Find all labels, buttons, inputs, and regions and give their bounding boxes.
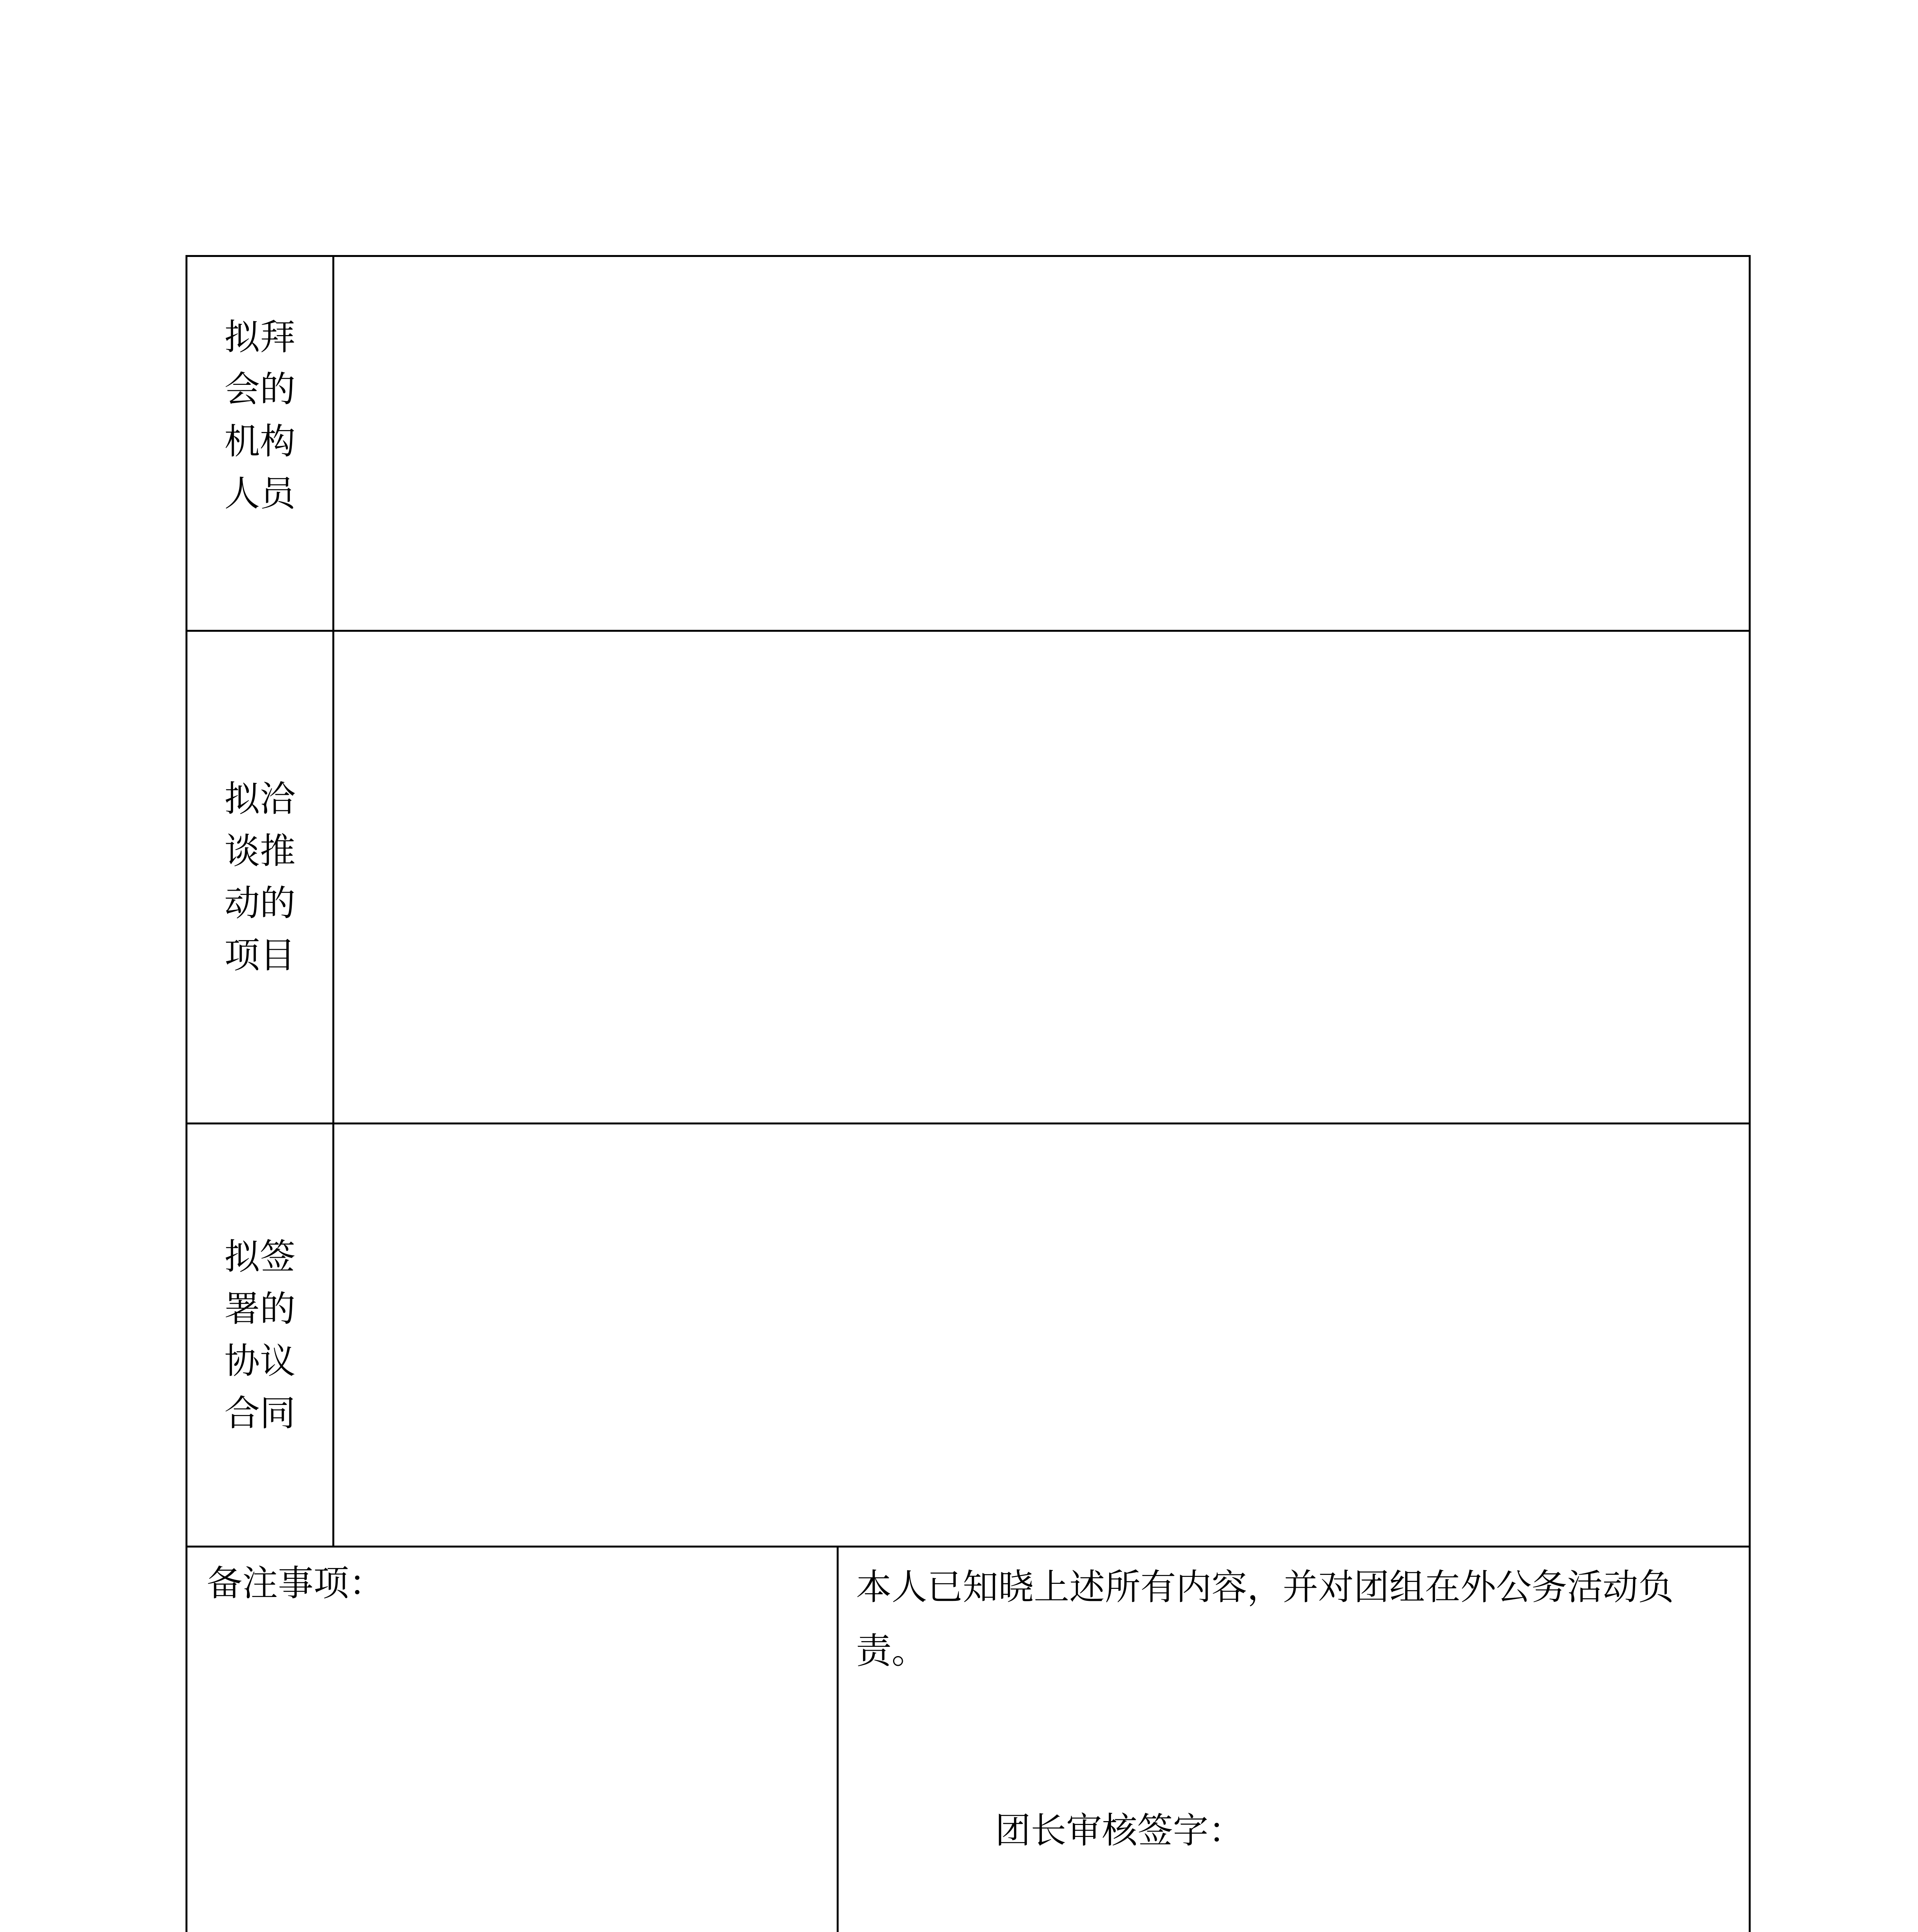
institutions-input-area[interactable]	[334, 257, 1749, 630]
agreements-label-line: 协议	[224, 1340, 296, 1382]
institutions-label-line: 会的	[224, 369, 296, 410]
signature-area[interactable]	[1270, 1795, 1733, 1864]
agreements-label	[187, 1124, 332, 1546]
agreements-label-line: 合同	[224, 1393, 296, 1434]
application-form-table	[186, 255, 1751, 1932]
declaration-line-2: 责。	[856, 1630, 928, 1672]
remarks-label: 备注事项：	[207, 1563, 385, 1604]
agreements-input-area[interactable]	[334, 1124, 1749, 1546]
projects-label-line: 项目	[224, 935, 296, 976]
projects-label-line: 谈推	[224, 830, 296, 872]
remarks-input-area[interactable]	[187, 1548, 837, 1932]
projects-input-area[interactable]	[334, 632, 1749, 1122]
middle-column-divider	[837, 1546, 839, 1932]
institutions-label-line: 机构	[224, 421, 296, 462]
agreements-label-line: 署的	[224, 1288, 296, 1330]
projects-label-line: 动的	[224, 883, 296, 924]
signature-label: 团长审核签字：	[995, 1810, 1244, 1851]
institutions-label-line: 拟拜	[224, 316, 296, 358]
declaration-line-1: 本人已知晓上述所有内容，并对团组在外公务活动负	[856, 1566, 1674, 1608]
projects-label-line: 拟洽	[224, 778, 296, 820]
institutions-label-line: 人员	[224, 473, 296, 514]
projects-label	[187, 632, 332, 1122]
institutions-label	[187, 257, 332, 516]
agreements-label-line: 拟签	[224, 1236, 296, 1277]
